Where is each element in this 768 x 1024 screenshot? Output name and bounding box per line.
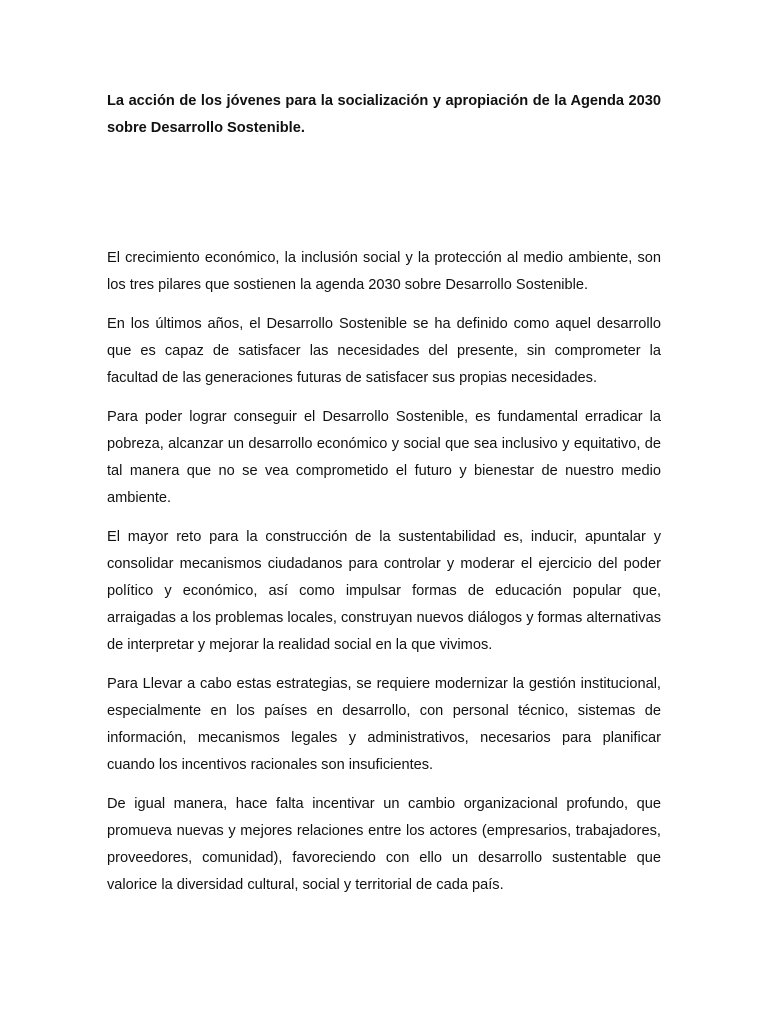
paragraph-6: De igual manera, hace falta incentivar un cambio organizacional profundo, que promueva nuevas y mejores relaciones entre los actores (empresarios, trabajadores, proveedores, comunidad), favoreciendo con ello un desarrollo sustentable que valorice la diversidad cultural, social y territorial de cada país. [107, 796, 661, 893]
paragraph-4: El mayor reto para la construcción de la sustentabilidad es, inducir, apuntalar y consolidar mecanismos ciudadanos para controlar y moderar el ejercicio del poder político y económico, así como impulsar formas de educación popular que, arraigadas a los problemas locales, construyan nuevos diálogos y formas alternativas de interpretar y mejorar la realidad social en la que vivimos. [107, 529, 661, 653]
paragraph-3: Para poder lograr conseguir el Desarrollo Sostenible, es fundamental erradicar la pobreza, alcanzar un desarrollo económico y social que sea inclusivo y equitativo, de tal manera que no se vea comprometido el futuro y bienestar de nuestro medio ambiente. [107, 409, 661, 506]
document-page [107, 88, 661, 911]
document-body [107, 245, 661, 899]
paragraph-5: Para Llevar a cabo estas estrategias, se requiere modernizar la gestión institucional, especialmente en los países en desarrollo, con personal técnico, sistemas de información, mecanismos legales y administrativos, necesarios para planificar cuando los incentivos racionales son insuficientes. [107, 676, 661, 773]
document-title: La acción de los jóvenes para la socialización y apropiación de la Agenda 2030 sobre Desarrollo Sostenible. [107, 93, 661, 136]
paragraph-1: El crecimiento económico, la inclusión social y la protección al medio ambiente, son los tres pilares que sostienen la agenda 2030 sobre Desarrollo Sostenible. [107, 250, 661, 293]
paragraph-2: En los últimos años, el Desarrollo Sostenible se ha definido como aquel desarrollo que es capaz de satisfacer las necesidades del presente, sin comprometer la facultad de las generaciones futuras de satisfacer sus propias necesidades. [107, 316, 661, 386]
